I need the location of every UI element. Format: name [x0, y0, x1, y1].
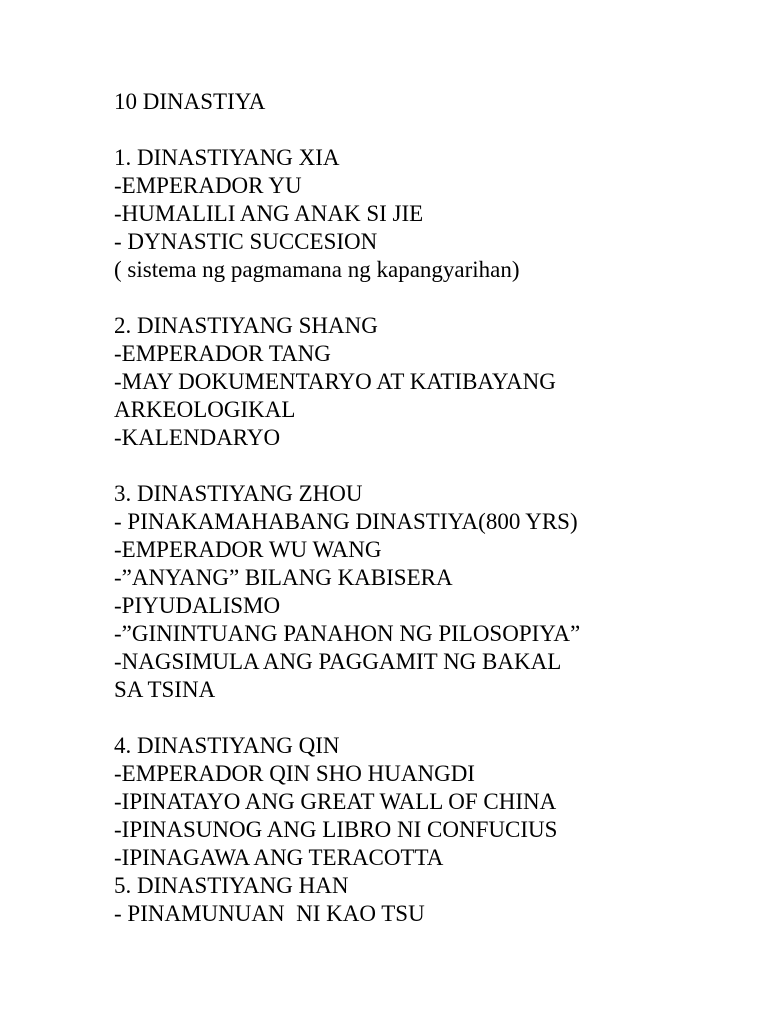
section-line: -IPINATAYO ANG GREAT WALL OF CHINA [114, 789, 557, 814]
section-line: ( sistema ng pagmamana ng kapangyarihan) [114, 257, 520, 282]
section-line: -EMPERADOR TANG [114, 341, 331, 366]
section-line: SA TSINA [114, 677, 216, 702]
section-line: ARKEOLOGIKAL [114, 397, 296, 422]
section-heading-zhou: 3. DINASTIYANG ZHOU [114, 481, 363, 506]
section-line: -EMPERADOR WU WANG [114, 537, 382, 562]
section-line: -EMPERADOR YU [114, 173, 302, 198]
section-line: -HUMALILI ANG ANAK SI JIE [114, 201, 424, 226]
section-heading-qin: 4. DINASTIYANG QIN [114, 733, 340, 758]
section-line: - DYNASTIC SUCCESION [114, 229, 378, 254]
section-line: -”ANYANG” BILANG KABISERA [114, 565, 453, 590]
section-line: -PIYUDALISMO [114, 593, 281, 618]
section-line: - PINAKAMAHABANG DINASTIYA(800 YRS) [114, 509, 578, 534]
section-line: -KALENDARYO [114, 425, 281, 450]
section-line: -NAGSIMULA ANG PAGGAMIT NG BAKAL [114, 649, 562, 674]
spacer [114, 284, 734, 312]
spacer [114, 704, 734, 732]
section-heading-han: 5. DINASTIYANG HAN [114, 873, 349, 898]
document-title: 10 DINASTIYA [114, 89, 266, 114]
spacer [114, 116, 734, 144]
section-heading-shang: 2. DINASTIYANG SHANG [114, 313, 378, 338]
section-line: -IPINAGAWA ANG TERACOTTA [114, 845, 444, 870]
section-line: -IPINASUNOG ANG LIBRO NI CONFUCIUS [114, 817, 558, 842]
section-heading-xia: 1. DINASTIYANG XIA [114, 145, 340, 170]
document-body [114, 88, 734, 928]
section-line: -EMPERADOR QIN SHO HUANGDI [114, 761, 475, 786]
section-line: -MAY DOKUMENTARYO AT KATIBAYANG [114, 369, 556, 394]
section-line: -”GININTUANG PANAHON NG PILOSOPIYA” [114, 621, 581, 646]
section-line: - PINAMUNUAN NI KAO TSU [114, 901, 425, 926]
spacer [114, 452, 734, 480]
